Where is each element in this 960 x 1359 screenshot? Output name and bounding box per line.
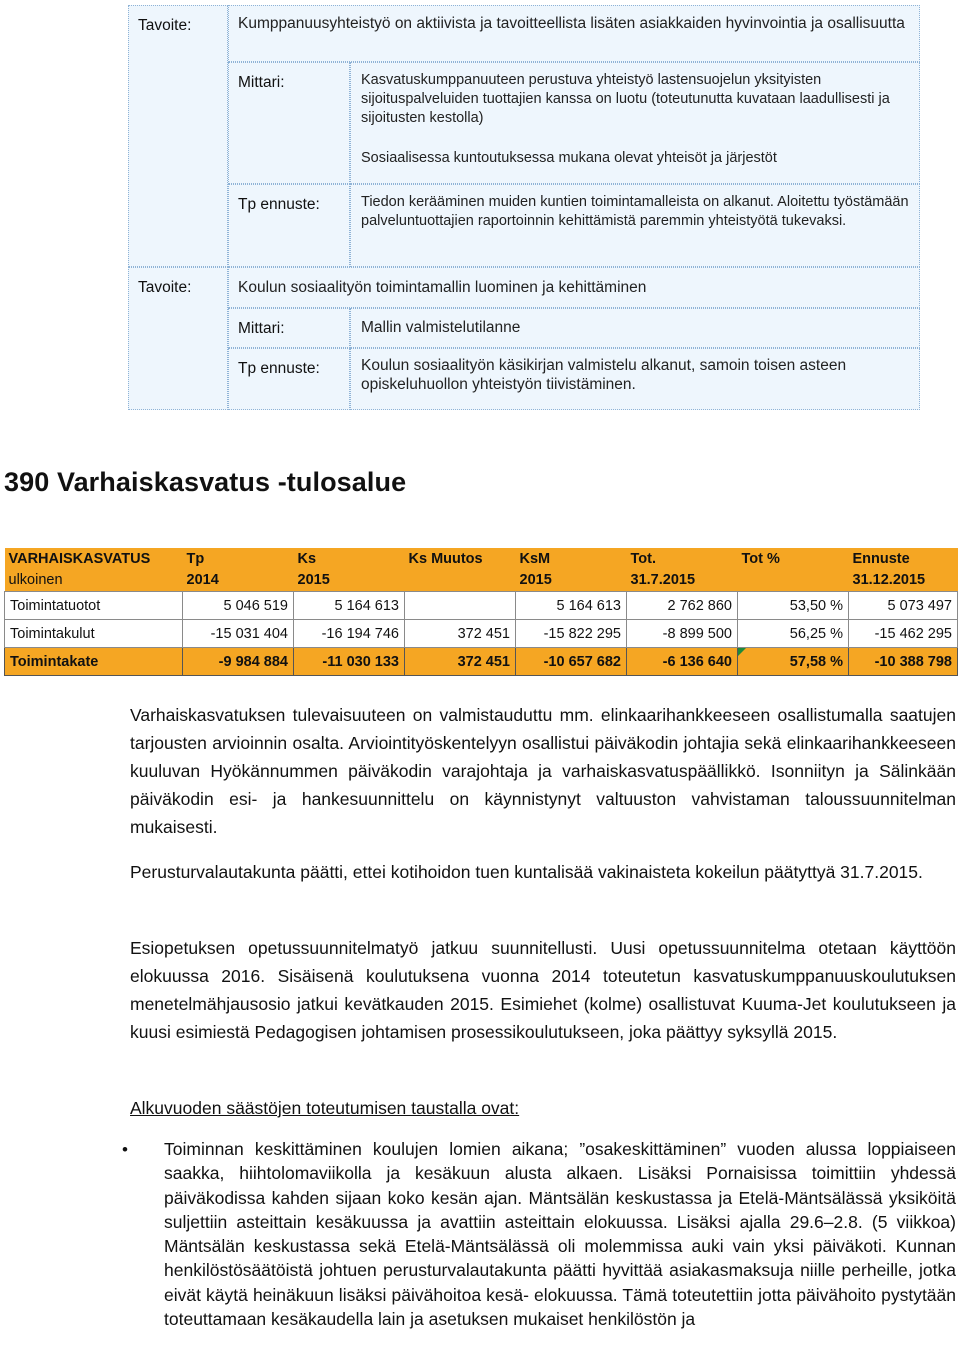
forecast2-label-cell [228,348,350,410]
forecast2-text-cell [350,348,920,410]
goal1-text-cell [228,5,920,62]
table-cell: -6 136 640 [627,648,738,676]
goal2-text-cell [228,267,920,308]
meter2-text: Mallin valmistelutilanne [361,319,521,336]
meter1-text-cell [350,62,920,184]
table-cell: -15 031 404 [183,620,294,648]
header-cell: Tot % [738,548,849,592]
table-cell: -10 388 798 [849,648,958,676]
table-cell [405,592,516,620]
row-label: Toimintatuotot [5,592,183,620]
goal2-label-cell [128,267,228,410]
table-cell: 372 451 [405,648,516,676]
goal2-text: Koulun sosiaalityön toimintamallin luominen ja kehittäminen [238,279,647,296]
meter2-text-cell [350,308,920,348]
table-row [5,592,958,620]
table-cell: 53,50 % [738,592,849,620]
table-cell: 5 164 613 [294,592,405,620]
table-row [5,620,958,648]
meter2-label-cell [228,308,350,348]
table-header-row [5,548,958,592]
bullet-icon: • [122,1140,128,1159]
header-cell: VARHAISKASVATUS ulkoinen [5,548,183,592]
table-cell: 2 762 860 [627,592,738,620]
header-cell: Ennuste 31.12.2015 [849,548,958,592]
header-cell: KsM 2015 [516,548,627,592]
paragraph-1: Varhaiskasvatuksen tulevaisuuteen on valmistauduttu mm. elinkaarihankkeeseen osallistumalla saatujen tarjousten arvioinnin osalta. Arviointityöskentelyyn osallistui päiväkodin johtajia sekä elinkaarihankkeeseen kuuluvan Hyökännummen päiväkodin varajohtaja ja varhaiskasvatuspäällikkö. Isonniityn ja Sälinkään päiväkodin esi- ja hankesuunnittelu on käynnistynyt valtuuston vahvistaman taloussuunnitelman mukaisesti. [130,705,956,837]
table-cell: 56,25 % [738,620,849,648]
forecast1-text: Tiedon kerääminen muiden kuntien toimintamalleista on alkanut. Aloitettu työstämään palveluntuottajien raportoinnin kehittämistä paremmin yhteistyötä tukevaksi. [361,194,909,229]
comment-marker-icon [738,648,746,656]
table-cell: -16 194 746 [294,620,405,648]
meter1-label-cell [228,62,350,184]
goal1-label: Tavoite: [138,17,192,34]
table-cell: -15 462 295 [849,620,958,648]
table-total-row [5,648,958,676]
table-cell: -15 822 295 [516,620,627,648]
table-cell: -8 899 500 [627,620,738,648]
table-cell: -11 030 133 [294,648,405,676]
goal1-label-cell [128,5,228,267]
header-cell: Ks 2015 [294,548,405,592]
meter1-label: Mittari: [238,74,285,91]
goals-box [128,5,920,410]
header-cell: Ks Muutos [405,548,516,592]
table-cell: -9 984 884 [183,648,294,676]
section-heading: 390 Varhaiskasvatus -tulosalue [4,467,407,497]
forecast1-text-cell [350,184,920,267]
meter1-text-b: Sosiaalisessa kuntoutuksessa mukana olevat yhteisöt ja järjestöt [361,150,777,166]
forecast2-label: Tp ennuste: [238,360,320,377]
forecast2-text: Koulun sosiaalityön käsikirjan valmistelu alkanut, samoin toisen asteen opiskeluhuollon yhteistyön tiivistäminen. [361,357,847,393]
table-cell: 5 073 497 [849,592,958,620]
forecast1-label-cell [228,184,350,267]
bullet-item-text: Toiminnan keskittäminen koulujen lomien aikana; ”osakeskittäminen” vuoden alussa loppiaiseen saakka, hiihtolomaviikolla ja kesäkuun alusta alkaen. Lisäksi Pornaisissa toimittiin yhdessä päiväkodissa kahden sijaan koko kesän ajan. Mäntsälän keskustassa ja Etelä-Mäntsälässä yksiköitä suljettiin asteittain kesäkuussa ja avattiin asteittain elokuussa. Lisäksi ajalla 29.6–2.8. (5 viikkoa) Mäntsälän keskustassa sekä Etelä-Mäntsälässä oli molemmissa auki vain yksi päiväkoti. Kunnan henkilöstösäätöistä johtuen perusturvalautakunta päätti hyvittää asiakasmaksuja niille perheille, jotka eivät käytä heinäkuun lisäksi päivähoitoa kesä- elokuussa. Tämä toteutettiin jotta päivähoito pystytään toteuttamaan kesäkaudella lain ja asetuksen mukaiset henkilöstön ja [164,1139,956,1330]
paragraph-3: Esiopetuksen opetussuunnitelmatyö jatkuu suunnitellusti. Uusi opetussuunnitelma otetaan käyttöön elokuussa 2016. Sisäisenä koulutuksena vuonna 2014 toteutetun kasvatuskumppanuuskoulutuksen menetelmähjausosio jatkui kevätkauden 2015. Esimiehet (kolme) osallistuvat Kuuma-Jet koulutukseen ja kuusi esimiestä Pedagogisen johtamisen prosessikoulutukseen, joka päättyy syksyllä 2015. [130,938,956,1042]
table-cell: 5 164 613 [516,592,627,620]
header-cell: Tp 2014 [183,548,294,592]
table-cell-flagged: 57,58 % [738,648,849,676]
paragraph-2: Perusturvalautakunta päätti, ettei kotihoidon tuen kuntalisää vakinaisteta kokeilun päätyttyä 31.7.2015. [130,862,923,882]
header-cell: Tot. 31.7.2015 [627,548,738,592]
row-label: Toimintakulut [5,620,183,648]
table-cell: -10 657 682 [516,648,627,676]
goal1-text: Kumppanuusyhteistyö on aktiivista ja tavoitteellista lisäten asiakkaiden hyvinvointia ja osallisuutta [238,15,905,32]
table-cell: 372 451 [405,620,516,648]
goal2-label: Tavoite: [138,279,192,296]
row-label: Toimintakate [5,648,183,676]
budget-table [4,548,958,676]
forecast1-label: Tp ennuste: [238,196,320,213]
subheading: Alkuvuoden säästöjen toteutumisen taustalla ovat: [130,1098,520,1118]
meter1-text-a: Kasvatuskumppanuuteen perustuva yhteistyö lastensuojelun yksityisten sijoituspalveluiden tuottajien kanssa on luotu (toteutunutta kuvataan laadullisesti ja sijoitusten kestolla) [361,72,890,126]
meter2-label: Mittari: [238,320,285,337]
table-cell: 5 046 519 [183,592,294,620]
